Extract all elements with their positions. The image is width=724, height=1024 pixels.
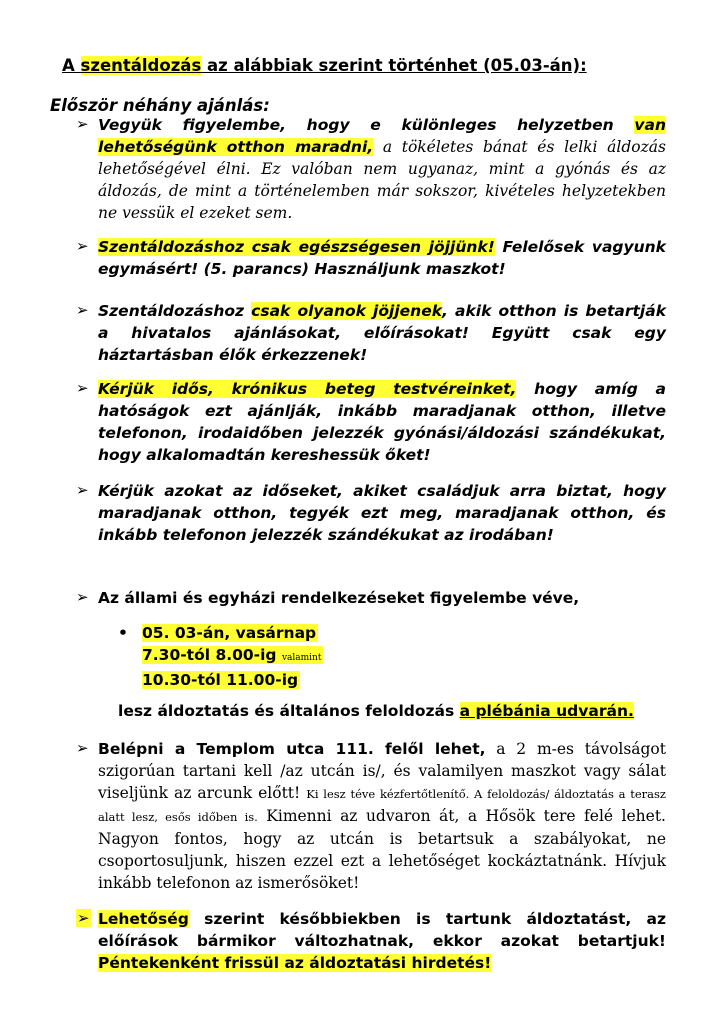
item4-highlight: Kérjük idős, krónikus beteg testvéreinket,	[98, 380, 517, 398]
list-item-1	[76, 114, 666, 224]
schedule-time-1: 7.30-tól 8.00-ig	[142, 646, 277, 664]
list-item-text: Az állami és egyházi rendelkezéseket figyelembe véve,	[98, 589, 580, 607]
list-item-6	[76, 587, 666, 609]
arrow-bullet-icon: ➢	[76, 301, 89, 319]
list-item-8	[76, 908, 666, 974]
schedule-time-1-suffix: valamint	[281, 653, 322, 663]
page-title	[62, 56, 587, 75]
arrow-bullet-icon: ➢	[76, 588, 89, 606]
list-item-3	[76, 300, 666, 366]
bullet-dot-icon: •	[118, 624, 128, 642]
title-post: az alábbiak szerint történhet (05.03-án):	[201, 56, 587, 75]
item8-text: szerint későbbiekben is tartunk áldoztatást, az előírások bármikor változhatnak, ekkor azokat betartjuk!	[98, 910, 666, 950]
arrow-bullet-icon: ➢	[77, 909, 90, 927]
list-item-text	[98, 300, 666, 366]
location-line	[118, 702, 634, 720]
title-highlight: szentáldozás	[80, 56, 202, 75]
item3-highlight: csak olyanok jöjjenek	[251, 302, 443, 320]
item7-bold: Belépni a Templom utca 111. felől lehet,	[98, 740, 486, 758]
list-item-text	[98, 114, 666, 224]
list-item-text: Kérjük azokat az időseket, akiket családjuk arra biztat, hogy maradjanak otthon, tegyék ezt meg, maradjanak otthon, és inkább telefonon jelezzék szándékukat az irodában!	[98, 482, 666, 544]
item1-highlight: van lehetőségünk otthon maradni,	[98, 116, 666, 156]
arrow-bullet-icon: ➢	[76, 739, 89, 757]
item4-rest: hogy amíg a hatóságok ezt ajánlják, inkább maradjanak otthon, illetve telefonon, irodaidőben jelezzék gyónási/áldozási szándékukat, hogy alkalomadtán kereshessük őket!	[98, 380, 666, 464]
item1-rest: a tökéletes bánat és lelki áldozás lehetőségével élni. Ez valóban nem ugyanaz, mint a gyónás és az áldozás, de mint a történelemben már sokszor, kivételes helyzetekben ne vessük el ezeket sem.	[98, 138, 666, 222]
list-item-text	[98, 236, 666, 280]
item8-highlight-1: Lehetőség	[98, 910, 189, 928]
arrow-bullet-icon: ➢	[76, 115, 89, 133]
schedule-time-2: 10.30-tól 11.00-ig	[142, 671, 299, 689]
list-item-text	[98, 908, 666, 974]
item3-rest: , akik otthon is betartják a hivatalos ajánlásokat, előírásokat! Együtt csak egy háztartásban élők érkezzenek!	[98, 302, 666, 364]
arrow-bullet-icon: ➢	[76, 379, 89, 397]
list-item-4	[76, 378, 666, 466]
item1-bold: Vegyük figyelembe, hogy e különleges helyzetben	[98, 116, 635, 134]
list-item-2	[76, 236, 666, 280]
item2-highlight: Szentáldozáshoz csak egészségesen jöjjünk!	[98, 238, 495, 256]
location-pre: lesz áldoztatás és általános feloldozás	[118, 702, 460, 720]
item7-text-2: Kimenni az udvaron át, a Hősök tere felé lehet. Nagyon fontos, hogy az utcán is betartsuk a szabályokat, ne csoportosuljunk, hiszen ezzel ezt a lehetőséget kockáztatnánk. Hívjuk inkább telefonon az ismerősöket!	[98, 807, 666, 892]
arrow-bullet-icon: ➢	[76, 481, 89, 499]
schedule-list	[118, 622, 323, 691]
list-item-5	[76, 480, 666, 546]
item8-highlight-2: Péntekenként frissül az áldoztatási hirdetés!	[98, 954, 492, 972]
item3-pre: Szentáldozáshoz	[98, 302, 252, 320]
arrow-bullet-icon: ➢	[76, 237, 89, 255]
list-item-text	[98, 378, 666, 466]
item7-text-1: a 2 m-es távolságot szigorúan tartani kell /az utcán is/, és valamilyen maszkot vagy sálat viseljünk az arcunk előtt!	[98, 740, 666, 802]
title-pre: A	[62, 56, 81, 75]
schedule-date: 05. 03-án, vasárnap	[142, 624, 317, 642]
location-highlight: a plébánia udvarán.	[459, 702, 634, 720]
intro-heading: Először néhány ajánlás:	[50, 96, 270, 115]
item7-small: Ki lesz téve kézfertőtlenítő. A feloldozás/ áldoztatás a terasz alatt lesz, esős időben is.	[98, 787, 666, 824]
list-item-text	[98, 738, 666, 894]
item2-rest: Felelősek vagyunk egymásért! (5. parancs) Használjunk maszkot!	[98, 238, 666, 278]
list-item-7	[76, 738, 666, 894]
